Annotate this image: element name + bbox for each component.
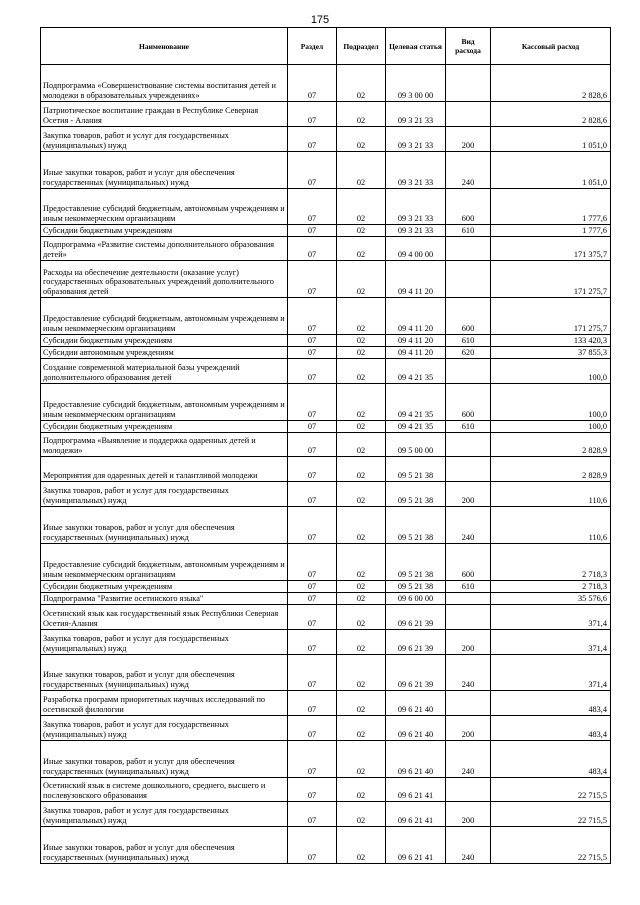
table-row	[41, 581, 611, 593]
cell-expense-type: 600	[446, 384, 491, 421]
cell-cash-expense: 371,4	[491, 655, 611, 691]
cell-expense-type: 600	[446, 189, 491, 225]
cell-target-item: 09 3 21 33	[386, 127, 446, 152]
cell-name: Субсидии бюджетным учреждениям	[41, 421, 288, 433]
cell-subsection: 02	[337, 127, 386, 152]
cell-section: 07	[288, 482, 337, 507]
cell-expense-type	[446, 65, 491, 102]
table-row	[41, 189, 611, 225]
cell-name: Иные закупки товаров, работ и услуг для обеспечения государственных (муниципальных) нужд	[41, 655, 288, 691]
cell-target-item: 09 6 21 39	[386, 630, 446, 655]
cell-expense-type: 610	[446, 225, 491, 237]
table-row	[41, 605, 611, 630]
cell-section: 07	[288, 261, 337, 298]
cell-name: Предоставление субсидий бюджетным, автономным учреждениям и иным некоммерческим организациям	[41, 544, 288, 581]
cell-cash-expense: 22 715,5	[491, 778, 611, 802]
cell-subsection: 02	[337, 741, 386, 778]
cell-name: Предоставление субсидий бюджетным, автономным учреждениям и иным некоммерческим организациям	[41, 298, 288, 335]
cell-name: Субсидии бюджетным учреждениям	[41, 335, 288, 347]
cell-cash-expense: 1 777,6	[491, 189, 611, 225]
table-row	[41, 102, 611, 127]
cell-section: 07	[288, 359, 337, 384]
cell-section: 07	[288, 335, 337, 347]
cell-cash-expense: 100,0	[491, 384, 611, 421]
table-row	[41, 716, 611, 741]
cell-target-item: 09 4 11 20	[386, 335, 446, 347]
cell-name: Подпрограмма «Выявление и поддержка одаренных детей и молодежи»	[41, 433, 288, 457]
cell-name: Иные закупки товаров, работ и услуг для обеспечения государственных (муниципальных) нужд	[41, 741, 288, 778]
cell-expense-type	[446, 102, 491, 127]
cell-name: Мероприятия для одаренных детей и талантливой молодежи	[41, 457, 288, 482]
cell-target-item: 09 5 21 38	[386, 544, 446, 581]
cell-subsection: 02	[337, 298, 386, 335]
cell-expense-type: 240	[446, 507, 491, 544]
cell-section: 07	[288, 827, 337, 864]
cell-cash-expense: 483,4	[491, 741, 611, 778]
header-expense-type: Вид расхода	[446, 28, 491, 65]
cell-target-item: 09 4 11 20	[386, 298, 446, 335]
cell-cash-expense: 1 051,0	[491, 152, 611, 189]
cell-expense-type: 240	[446, 152, 491, 189]
cell-expense-type	[446, 691, 491, 716]
table-row	[41, 65, 611, 102]
cell-subsection: 02	[337, 691, 386, 716]
header-subsection: Подраздел	[337, 28, 386, 65]
cell-subsection: 02	[337, 65, 386, 102]
cell-expense-type	[446, 237, 491, 261]
cell-subsection: 02	[337, 433, 386, 457]
cell-expense-type: 200	[446, 482, 491, 507]
cell-subsection: 02	[337, 630, 386, 655]
cell-cash-expense: 110,6	[491, 507, 611, 544]
cell-cash-expense: 2 828,9	[491, 433, 611, 457]
cell-cash-expense: 110,6	[491, 482, 611, 507]
table-row	[41, 347, 611, 359]
cell-section: 07	[288, 189, 337, 225]
cell-subsection: 02	[337, 605, 386, 630]
cell-subsection: 02	[337, 544, 386, 581]
cell-name: Осетинский язык в системе дошкольного, среднего, высшего и послевузовского образования	[41, 778, 288, 802]
cell-name: Осетинский язык как государственный язык Республики Северная Осетия-Алания	[41, 605, 288, 630]
cell-cash-expense: 37 855,3	[491, 347, 611, 359]
table-header-row	[41, 28, 611, 65]
cell-target-item: 09 5 21 38	[386, 507, 446, 544]
header-name: Наименование	[41, 28, 288, 65]
cell-section: 07	[288, 691, 337, 716]
cell-expense-type: 240	[446, 655, 491, 691]
cell-cash-expense: 371,4	[491, 605, 611, 630]
cell-cash-expense: 2 828,6	[491, 65, 611, 102]
cell-expense-type	[446, 433, 491, 457]
cell-cash-expense: 22 715,5	[491, 802, 611, 827]
cell-section: 07	[288, 127, 337, 152]
header-cash-expense: Кассовый расход	[491, 28, 611, 65]
cell-expense-type: 200	[446, 802, 491, 827]
header-target-item: Целевая статья	[386, 28, 446, 65]
cell-section: 07	[288, 65, 337, 102]
cell-name: Иные закупки товаров, работ и услуг для обеспечения государственных (муниципальных) нужд	[41, 827, 288, 864]
cell-target-item: 09 5 21 38	[386, 457, 446, 482]
cell-expense-type	[446, 593, 491, 605]
cell-section: 07	[288, 655, 337, 691]
cell-expense-type	[446, 359, 491, 384]
cell-name: Субсидии бюджетным учреждениям	[41, 581, 288, 593]
table-row	[41, 827, 611, 864]
cell-name: Предоставление субсидий бюджетным, автономным учреждениям и иным некоммерческим организациям	[41, 189, 288, 225]
cell-cash-expense: 171 275,7	[491, 261, 611, 298]
cell-cash-expense: 2 828,9	[491, 457, 611, 482]
cell-section: 07	[288, 802, 337, 827]
cell-section: 07	[288, 347, 337, 359]
cell-target-item: 09 6 21 41	[386, 827, 446, 864]
cell-section: 07	[288, 384, 337, 421]
cell-expense-type	[446, 778, 491, 802]
cell-name: Закупка товаров, работ и услуг для государственных (муниципальных) нужд	[41, 630, 288, 655]
cell-section: 07	[288, 102, 337, 127]
cell-subsection: 02	[337, 102, 386, 127]
cell-target-item: 09 6 21 39	[386, 655, 446, 691]
cell-subsection: 02	[337, 482, 386, 507]
cell-section: 07	[288, 593, 337, 605]
cell-section: 07	[288, 630, 337, 655]
cell-subsection: 02	[337, 507, 386, 544]
table-row	[41, 335, 611, 347]
cell-target-item: 09 5 21 38	[386, 581, 446, 593]
cell-cash-expense: 100,0	[491, 359, 611, 384]
table-row	[41, 261, 611, 298]
page-number: 175	[310, 14, 330, 26]
cell-section: 07	[288, 237, 337, 261]
cell-name: Создание современной материальной базы учреждений дополнительного образования детей	[41, 359, 288, 384]
table-row	[41, 802, 611, 827]
cell-expense-type: 620	[446, 347, 491, 359]
table-row	[41, 457, 611, 482]
cell-cash-expense: 100,0	[491, 421, 611, 433]
cell-expense-type	[446, 261, 491, 298]
cell-subsection: 02	[337, 384, 386, 421]
table-row	[41, 544, 611, 581]
cell-name: Субсидии бюджетным учреждениям	[41, 225, 288, 237]
cell-target-item: 09 6 21 40	[386, 741, 446, 778]
cell-expense-type: 200	[446, 716, 491, 741]
cell-cash-expense: 483,4	[491, 716, 611, 741]
cell-target-item: 09 3 21 33	[386, 225, 446, 237]
cell-section: 07	[288, 457, 337, 482]
cell-cash-expense: 171 375,7	[491, 237, 611, 261]
header-section: Раздел	[288, 28, 337, 65]
cell-cash-expense: 1 051,0	[491, 127, 611, 152]
table-row	[41, 433, 611, 457]
cell-target-item: 09 3 21 33	[386, 189, 446, 225]
cell-subsection: 02	[337, 335, 386, 347]
cell-cash-expense: 35 576,6	[491, 593, 611, 605]
cell-section: 07	[288, 433, 337, 457]
cell-target-item: 09 4 11 20	[386, 261, 446, 298]
cell-subsection: 02	[337, 457, 386, 482]
table-row	[41, 630, 611, 655]
cell-name: Субсидии автономным учреждениям	[41, 347, 288, 359]
cell-expense-type	[446, 457, 491, 482]
cell-cash-expense: 1 777,6	[491, 225, 611, 237]
cell-target-item: 09 4 21 35	[386, 421, 446, 433]
table-row	[41, 655, 611, 691]
table-row	[41, 225, 611, 237]
cell-name: Иные закупки товаров, работ и услуг для обеспечения государственных (муниципальных) нужд	[41, 152, 288, 189]
cell-section: 07	[288, 225, 337, 237]
table-row	[41, 593, 611, 605]
cell-name: Закупка товаров, работ и услуг для государственных (муниципальных) нужд	[41, 127, 288, 152]
table-row	[41, 359, 611, 384]
table-row	[41, 482, 611, 507]
cell-name: Предоставление субсидий бюджетным, автономным учреждениям и иным некоммерческим организациям	[41, 384, 288, 421]
cell-section: 07	[288, 581, 337, 593]
table-row	[41, 152, 611, 189]
cell-subsection: 02	[337, 716, 386, 741]
cell-target-item: 09 4 11 20	[386, 347, 446, 359]
cell-subsection: 02	[337, 261, 386, 298]
cell-subsection: 02	[337, 593, 386, 605]
cell-cash-expense: 483,4	[491, 691, 611, 716]
cell-cash-expense: 171 275,7	[491, 298, 611, 335]
cell-expense-type: 200	[446, 127, 491, 152]
cell-subsection: 02	[337, 225, 386, 237]
cell-subsection: 02	[337, 778, 386, 802]
cell-cash-expense: 2 828,6	[491, 102, 611, 127]
cell-subsection: 02	[337, 152, 386, 189]
cell-expense-type: 610	[446, 421, 491, 433]
table-row	[41, 384, 611, 421]
cell-target-item: 09 3 21 33	[386, 102, 446, 127]
cell-target-item: 09 6 21 41	[386, 802, 446, 827]
table-row	[41, 778, 611, 802]
cell-target-item: 09 5 00 00	[386, 433, 446, 457]
cell-target-item: 09 3 21 33	[386, 152, 446, 189]
cell-section: 07	[288, 716, 337, 741]
cell-target-item: 09 3 00 00	[386, 65, 446, 102]
budget-table	[40, 27, 611, 864]
table-row	[41, 691, 611, 716]
cell-expense-type: 610	[446, 335, 491, 347]
cell-subsection: 02	[337, 655, 386, 691]
cell-target-item: 09 4 21 35	[386, 384, 446, 421]
cell-name: Иные закупки товаров, работ и услуг для обеспечения государственных (муниципальных) нужд	[41, 507, 288, 544]
cell-name: Подпрограмма «Развитие системы дополнительного образования детей»	[41, 237, 288, 261]
table-row	[41, 507, 611, 544]
cell-subsection: 02	[337, 237, 386, 261]
cell-subsection: 02	[337, 802, 386, 827]
cell-section: 07	[288, 298, 337, 335]
cell-expense-type: 610	[446, 581, 491, 593]
cell-subsection: 02	[337, 827, 386, 864]
cell-name: Закупка товаров, работ и услуг для государственных (муниципальных) нужд	[41, 482, 288, 507]
cell-target-item: 09 6 21 41	[386, 778, 446, 802]
cell-target-item: 09 4 21 35	[386, 359, 446, 384]
cell-cash-expense: 2 718,3	[491, 544, 611, 581]
cell-subsection: 02	[337, 189, 386, 225]
cell-name: Подпрограмма «Совершенствование системы воспитания детей и молодежи в образовательных учреждениях»	[41, 65, 288, 102]
table-row	[41, 237, 611, 261]
cell-cash-expense: 2 718,3	[491, 581, 611, 593]
table-body	[41, 65, 611, 864]
cell-section: 07	[288, 544, 337, 581]
cell-expense-type: 200	[446, 630, 491, 655]
cell-target-item: 09 6 21 40	[386, 691, 446, 716]
cell-subsection: 02	[337, 421, 386, 433]
cell-section: 07	[288, 741, 337, 778]
cell-name: Расходы на обеспечение деятельности (оказание услуг) государственных образовательных учреждений дополнительного образования детей	[41, 261, 288, 298]
cell-expense-type: 600	[446, 544, 491, 581]
table-row	[41, 127, 611, 152]
cell-section: 07	[288, 507, 337, 544]
table-row	[41, 741, 611, 778]
table-row	[41, 421, 611, 433]
cell-target-item: 09 6 21 40	[386, 716, 446, 741]
cell-cash-expense: 22 715,5	[491, 827, 611, 864]
cell-target-item: 09 6 21 39	[386, 605, 446, 630]
cell-section: 07	[288, 152, 337, 189]
cell-expense-type	[446, 605, 491, 630]
cell-target-item: 09 6 00 00	[386, 593, 446, 605]
cell-name: Закупка товаров, работ и услуг для государственных (муниципальных) нужд	[41, 802, 288, 827]
cell-cash-expense: 371,4	[491, 630, 611, 655]
cell-cash-expense: 133 420,3	[491, 335, 611, 347]
cell-subsection: 02	[337, 347, 386, 359]
table-row	[41, 298, 611, 335]
cell-name: Подпрограмма "Развитие осетинского языка"	[41, 593, 288, 605]
cell-name: Разработка программ приоритетных научных исследований по осетинской филологии	[41, 691, 288, 716]
cell-expense-type: 240	[446, 827, 491, 864]
cell-subsection: 02	[337, 581, 386, 593]
cell-name: Патриотическое воспитание граждан в Республике Северная Осетия - Алания	[41, 102, 288, 127]
cell-section: 07	[288, 778, 337, 802]
cell-expense-type: 600	[446, 298, 491, 335]
cell-expense-type: 240	[446, 741, 491, 778]
cell-name: Закупка товаров, работ и услуг для государственных (муниципальных) нужд	[41, 716, 288, 741]
cell-subsection: 02	[337, 359, 386, 384]
cell-target-item: 09 4 00 00	[386, 237, 446, 261]
cell-target-item: 09 5 21 38	[386, 482, 446, 507]
cell-section: 07	[288, 605, 337, 630]
cell-section: 07	[288, 421, 337, 433]
